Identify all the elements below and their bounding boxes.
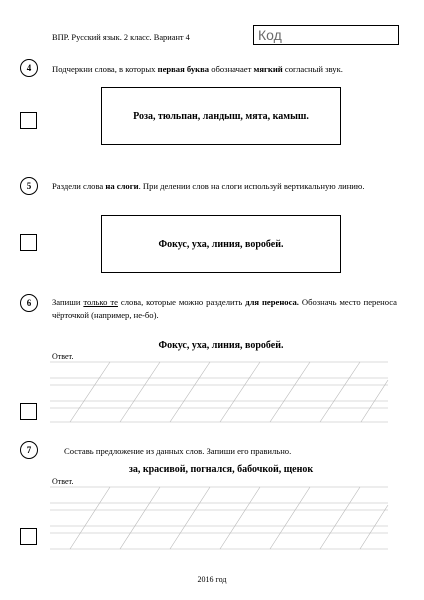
task6-answer-label: Ответ. bbox=[52, 352, 74, 361]
task4-score-box[interactable] bbox=[20, 112, 37, 129]
task-number-5: 5 bbox=[20, 177, 38, 195]
task6-instruction: Запиши только те слова, которые можно разделить для переноса. Обозначь место переноса чёрточкой (например, не-бо). bbox=[52, 297, 397, 320]
task4-instruction: Подчеркни слова, в которых первая буква обозначает мягкий согласный звук. bbox=[52, 64, 343, 74]
task6-score-box[interactable] bbox=[20, 403, 37, 420]
task5-instruction: Раздели слова на слоги. При делении слов на слоги используй вертикальную линию. bbox=[52, 181, 365, 191]
task5-words-frame bbox=[101, 215, 341, 273]
task7-answer-label: Ответ. bbox=[52, 477, 74, 486]
task7-answer-lines[interactable] bbox=[50, 483, 390, 551]
task-number-6: 6 bbox=[20, 294, 38, 312]
task6-answer-lines[interactable] bbox=[50, 358, 390, 424]
task4-words: Роза, тюльпан, ландыш, мята, камыш. bbox=[133, 110, 309, 122]
task-number-7: 7 bbox=[20, 441, 38, 459]
code-label: Код bbox=[258, 27, 282, 43]
task7-score-box[interactable] bbox=[20, 528, 37, 545]
code-field[interactable] bbox=[253, 25, 399, 45]
task7-words: за, красивой, погнался, бабочкой, щенок bbox=[128, 464, 314, 475]
task7-instruction: Составь предложение из данных слов. Запиши его правильно. bbox=[64, 446, 292, 456]
header-title: ВПР. Русский язык. 2 класс. Вариант 4 bbox=[52, 33, 190, 42]
task5-score-box[interactable] bbox=[20, 234, 37, 251]
task4-words-frame bbox=[101, 87, 341, 145]
task6-words: Фокус, уха, линия, воробей. bbox=[158, 340, 284, 351]
footer-year: 2016 год bbox=[197, 575, 227, 584]
task-number-4: 4 bbox=[20, 59, 38, 77]
task5-words: Фокус, уха, линия, воробей. bbox=[158, 238, 284, 250]
